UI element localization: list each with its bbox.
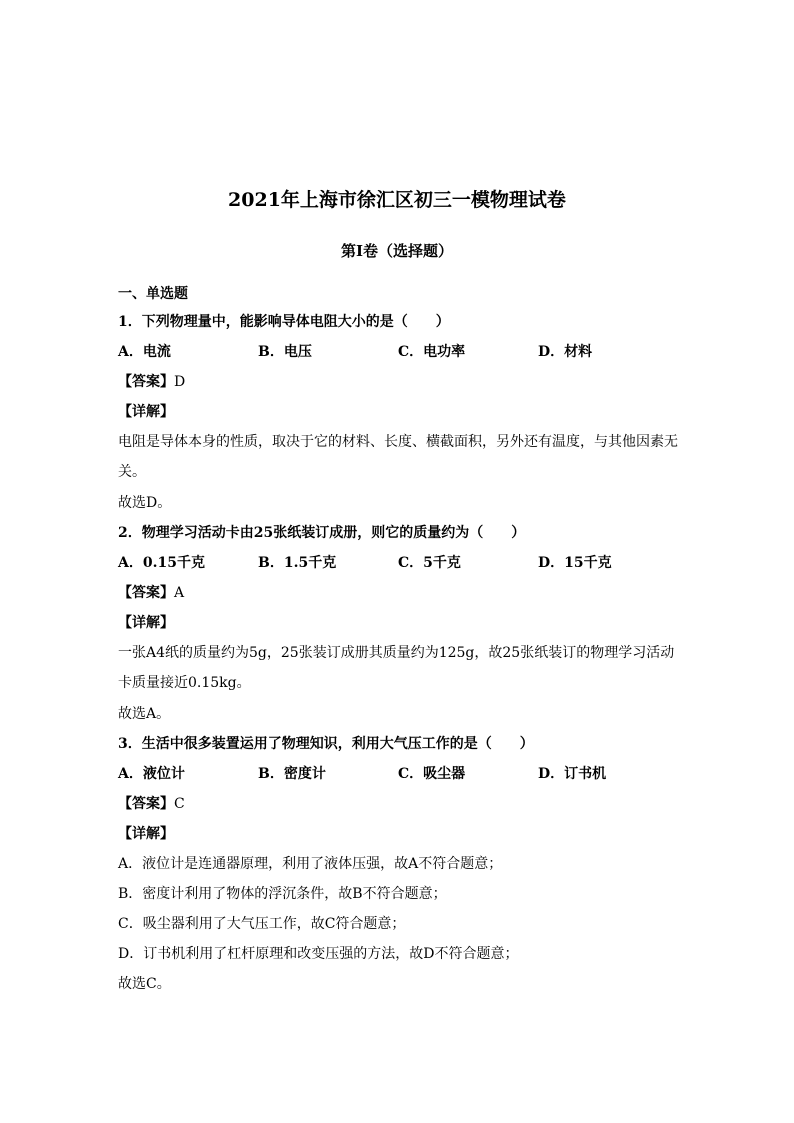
detail-line-c: C．吸尘器利用了大气压工作，故C符合题意；: [118, 916, 406, 932]
option-d: D．15千克: [538, 555, 612, 571]
answer-line: [118, 367, 683, 397]
answer-line: [118, 578, 683, 608]
question-stem: 1．下列物理量中，能影响导体电阻大小的是（ ）: [118, 314, 450, 330]
detail-conclusion: 故选A。: [118, 706, 171, 722]
option-c: C．吸尘器: [398, 766, 466, 782]
option-d: D．订书机: [538, 766, 607, 782]
detail-line-d: D．订书机利用了杠杆原理和改变压强的方法，故D不符合题意；: [118, 946, 519, 962]
answer-value: C: [174, 796, 185, 812]
detail-line-b: B．密度计利用了物体的浮沉条件，故B不符合题意；: [118, 886, 447, 902]
answer-label: 【答案】: [118, 374, 174, 390]
option-b: B．1.5千克: [258, 555, 337, 571]
detail-label: 【详解】: [118, 826, 174, 842]
detail-line-a: A．液位计是连通器原理，利用了液体压强，故A不符合题意；: [118, 856, 503, 872]
question-1: [118, 307, 683, 518]
page-subtitle: 第I卷（选择题）: [340, 242, 454, 260]
page-title: 2021年上海市徐汇区初三一模物理试卷: [228, 189, 566, 211]
option-c: C．5千克: [398, 555, 461, 571]
option-a: A．电流: [118, 344, 171, 360]
option-a: A．液位计: [118, 766, 185, 782]
option-c: C．电功率: [398, 344, 466, 360]
option-row: [118, 759, 683, 789]
option-b: B．密度计: [258, 766, 326, 782]
question-stem: 2．物理学习活动卡由25张纸装订成册，则它的质量约为（ ）: [118, 525, 526, 541]
detail-label: 【详解】: [118, 615, 174, 631]
detail-label: 【详解】: [118, 404, 174, 420]
answer-label: 【答案】: [118, 585, 174, 601]
detail-text: 一张A4纸的质量约为5g，25张装订成册其质量约为125g，故25张纸装订的物理学习活动卡质量接近0.15kg。: [118, 645, 675, 691]
detail-text: 电阻是导体本身的性质，取决于它的材料、长度、横截面积，另外还有温度，与其他因素无关。: [118, 434, 678, 480]
question-2: [118, 518, 683, 729]
option-row: [118, 548, 683, 578]
option-b: B．电压: [258, 344, 312, 360]
question-3: [118, 729, 683, 999]
answer-value: D: [174, 374, 186, 390]
option-a: A．0.15千克: [118, 555, 205, 571]
option-row: [118, 337, 683, 367]
detail-conclusion: 故选D。: [118, 495, 172, 511]
answer-label: 【答案】: [118, 796, 174, 812]
option-d: D．材料: [538, 344, 593, 360]
question-stem: 3．生活中很多装置运用了物理知识，利用大气压工作的是（ ）: [118, 736, 534, 752]
section-heading: 一、单选题: [118, 286, 188, 302]
detail-conclusion: 故选C。: [118, 976, 171, 992]
answer-value: A: [174, 585, 185, 601]
answer-line: [118, 789, 683, 819]
content: [118, 283, 683, 999]
